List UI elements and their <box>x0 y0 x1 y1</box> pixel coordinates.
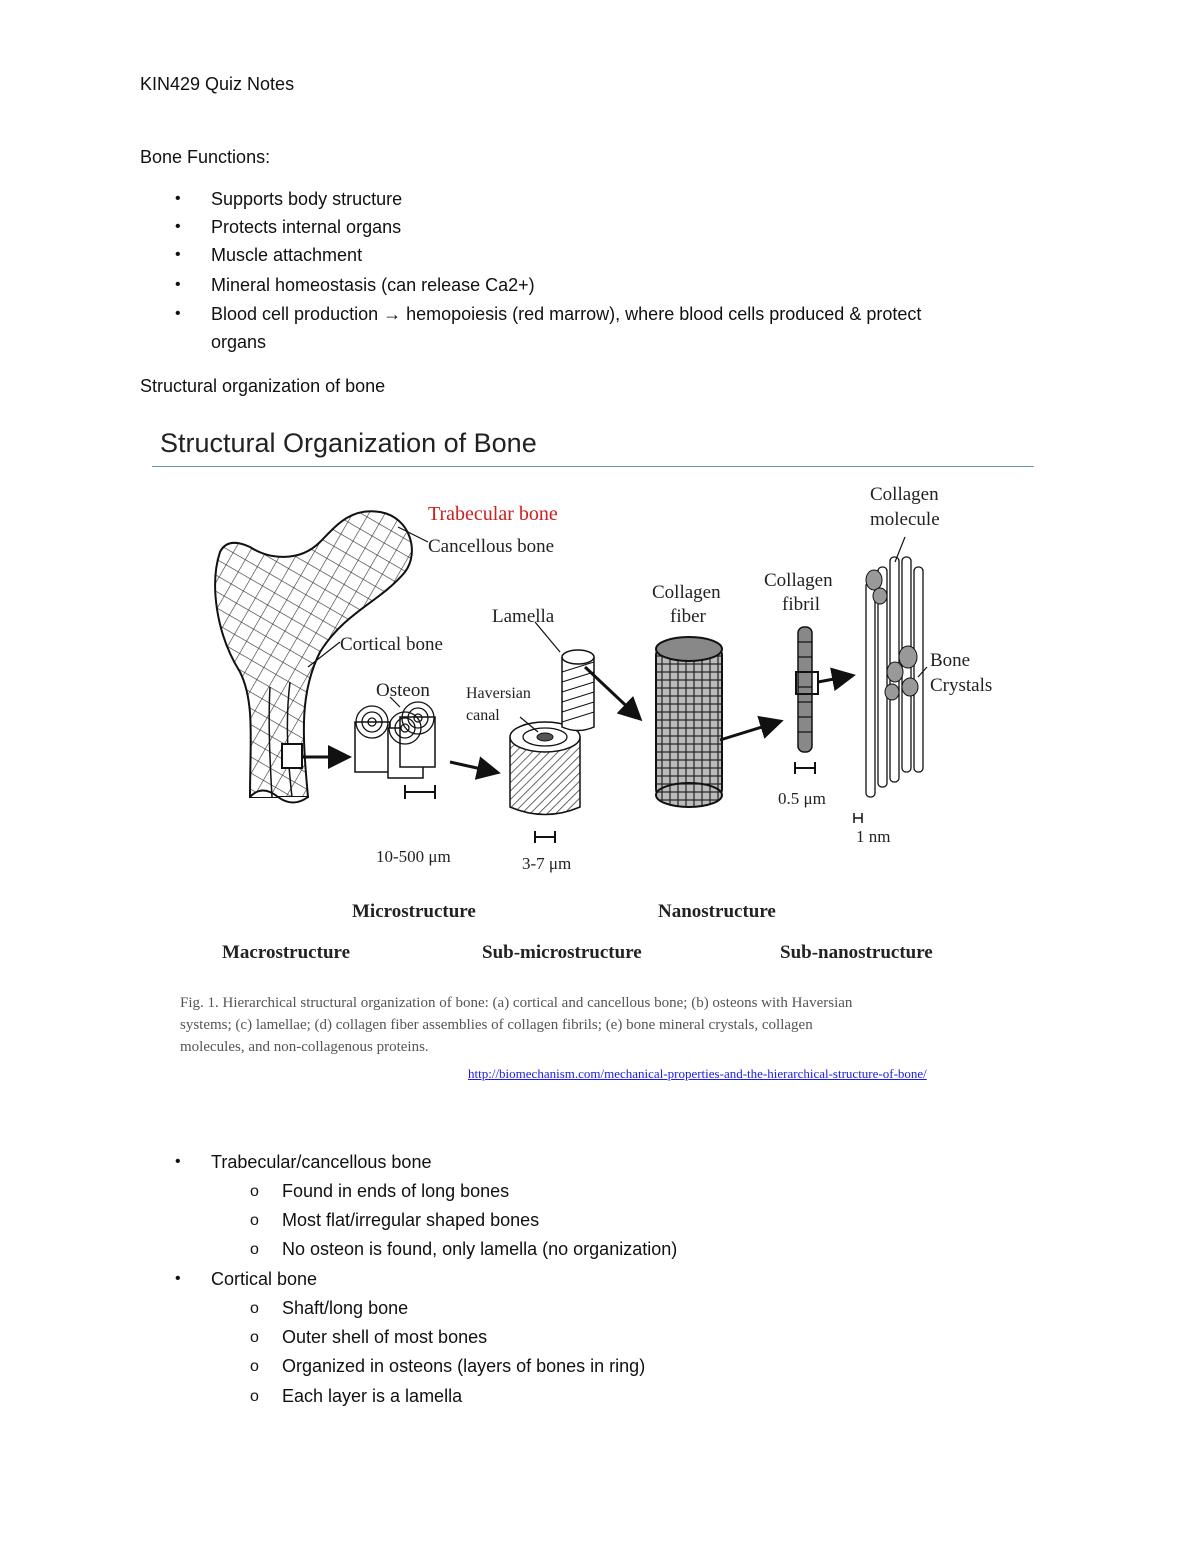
label-trabecular-bone: Trabecular bone <box>428 503 558 525</box>
level-macrostructure: Macrostructure <box>222 942 351 963</box>
label-lamella: Lamella <box>492 606 555 627</box>
sub-list-item: Organized in osteons (layers of bones in ring) <box>282 1356 646 1376</box>
figure-caption-line: systems; (c) lamellae; (d) collagen fiber assemblies of collagen fibrils; (e) bone mineral crystals, collagen <box>180 1017 813 1033</box>
bullet-icon: • <box>175 246 181 263</box>
list-item: Mineral homeostasis (can release Ca2+) <box>211 275 535 295</box>
sub-bullet-icon: o <box>250 1300 259 1317</box>
figure-caption-line: molecules, and non-collagenous proteins. <box>180 1039 429 1055</box>
list-item: Blood cell production → hemopoiesis (red marrow), where blood cells produced & protect <box>211 304 922 324</box>
label-bone-crystals-2: Crystals <box>930 675 993 696</box>
sub-list-item: Found in ends of long bones <box>282 1181 510 1201</box>
sub-bullet-icon: o <box>250 1358 259 1375</box>
sub-list-item: Outer shell of most bones <box>282 1327 488 1347</box>
sub-bullet-icon: o <box>250 1241 259 1258</box>
level-microstructure: Microstructure <box>352 901 476 922</box>
level-nanostructure: Nanostructure <box>658 901 776 922</box>
scale-lamella: 3-7 μm <box>522 854 572 873</box>
list-item-trabecular: Trabecular/cancellous bone <box>211 1152 432 1172</box>
scale-molecule: 1 nm <box>856 827 891 846</box>
bullet-icon: • <box>175 276 181 293</box>
scale-osteon: 10-500 μm <box>376 847 451 866</box>
collagen-fiber-illustration <box>656 637 778 807</box>
sub-list-item: Most flat/irregular shaped bones <box>282 1210 540 1230</box>
sub-list-item: Each layer is a lamella <box>282 1386 463 1406</box>
sub-bullet-icon: o <box>250 1388 259 1405</box>
level-sub-nanostructure: Sub-nanostructure <box>780 942 933 963</box>
label-collagen-fibril-1: Collagen <box>764 570 833 591</box>
figure-title-rule <box>152 466 1034 467</box>
list-item: Supports body structure <box>211 189 403 209</box>
list-item: Protects internal organs <box>211 217 402 237</box>
label-collagen-fibril-2: fibril <box>782 594 820 615</box>
label-haversian: Haversian <box>466 685 531 702</box>
sub-list-item: No osteon is found, only lamella (no organization) <box>282 1239 678 1259</box>
label-canal: canal <box>466 707 500 724</box>
sub-bullet-icon: o <box>250 1329 259 1346</box>
bullet-icon: • <box>175 1153 181 1170</box>
sub-bullet-icon: o <box>250 1183 259 1200</box>
label-cortical-bone: Cortical bone <box>340 634 443 655</box>
bullet-icon: • <box>175 190 181 207</box>
list-item: Muscle attachment <box>211 245 363 265</box>
collagen-molecule-illustration <box>854 537 927 823</box>
label-bone-crystals-1: Bone <box>930 650 971 671</box>
label-collagen-molecule-1: Collagen <box>870 484 939 505</box>
sub-list-item: Shaft/long bone <box>282 1298 409 1318</box>
label-collagen-fiber-1: Collagen <box>652 582 721 603</box>
collagen-fibril-illustration <box>795 627 850 774</box>
list-item-cortical: Cortical bone <box>211 1269 318 1289</box>
document-title: KIN429 Quiz Notes <box>140 74 295 94</box>
lamella-illustration <box>510 622 638 843</box>
bone-functions-heading: Bone Functions: <box>140 147 271 167</box>
label-cancellous-bone: Cancellous bone <box>428 536 555 557</box>
structural-organization-heading: Structural organization of bone <box>140 376 386 396</box>
bullet-icon: • <box>175 1270 181 1287</box>
level-sub-microstructure: Sub-microstructure <box>482 942 642 963</box>
scale-fibril: 0.5 μm <box>778 789 826 808</box>
label-collagen-fiber-2: fiber <box>670 606 706 627</box>
figure-caption-line: Fig. 1. Hierarchical structural organization of bone: (a) cortical and cancellous bone; (b) osteons with Haversian <box>180 995 853 1011</box>
figure-title: Structural Organization of Bone <box>160 428 537 458</box>
label-osteon: Osteon <box>376 680 430 701</box>
list-item-continuation: organs <box>211 332 267 352</box>
bullet-icon: • <box>175 305 181 322</box>
sub-bullet-icon: o <box>250 1212 259 1229</box>
bullet-icon: • <box>175 218 181 235</box>
label-collagen-molecule-2: molecule <box>870 509 940 530</box>
figure-source-link[interactable]: http://biomechanism.com/mechanical-properties-and-the-hierarchical-structure-of-bone/ <box>468 1066 927 1081</box>
